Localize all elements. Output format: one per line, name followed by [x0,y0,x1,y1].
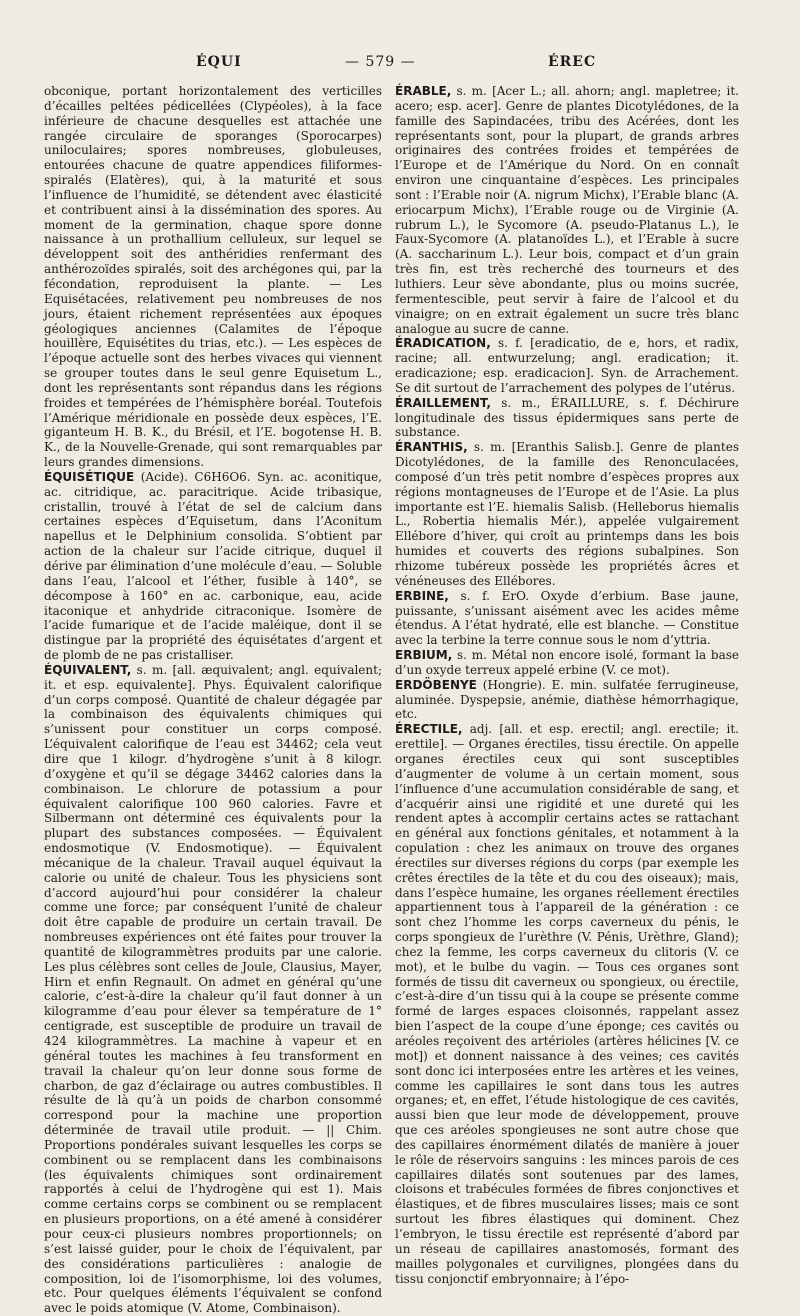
entry [395,648,739,678]
right-column [395,84,739,1286]
entry-headword: ÉRADICATION, [395,336,491,351]
entry [44,84,382,470]
entry-text: s. f. ErO. Oxyde d’erbium. Base jaune, puissante, s’unissant aisément avec les acides même étendus. A l’état hydraté, elle est blanche. — Constitue avec la terbine la terre connue sous le nom d’yttria. [395,588,739,648]
entry-text: obconique, portant horizontalement des verticilles d’écailles peltées pédicellées (Clypéoles), à la face inférieure de chacune desquelles est attachée une rangée circulaire de sporanges (Sporocarpes) uniloculaires; spores nombreuses, globuleuses, entourées chacune de quatre appendices filiformes-spiralés (Elatères), qui, à la maturité et sous l’influence de l’humidité, se détendent avec élasticité et contribuent ainsi à la dissémination des spores. Au moment de la germination, chaque spore donne naissance à un prothallium celluleux, sur lequel se développent soit des anthéridies renfermant des anthérozoïdes spiralés, soit des archégones qui, par la fécondation, reproduisent la plante. — Les Equisétacées, relativement peu nombreuses de nos jours, étaient richement représentées aux époques géologiques anciennes (Calamites de l’époque houillère, Equisétites du trias, etc.). — Les espèces de l’époque actuelle sont des herbes vivaces qui viennent se grouper toutes dans le seul genre Equisetum L., dont les représentants sont répandus dans les régions froides et tempérées de l’hémisphère boréal. Toutefois l’Amérique méridionale en possède deux espèces, l’E. giganteum H. B. K., du Brésil, et l’E. bogotense H. B. K., de la Nouvelle-Grenade, qui sont remarquables par leurs grandes dimensions. [44,84,382,470]
entry [395,678,739,723]
entry-headword: ERBIUM, [395,648,453,663]
header-left-guideword: ÉQUI [196,54,242,70]
entry-text: s. m. Métal non encore isolé, formant la base d’un oxyde terreux appelé erbine (V. ce mot). [395,648,739,677]
left-column [44,84,382,1316]
entry-headword: ÉRECTILE, [395,722,463,737]
entry-headword: ÉRANTHIS, [395,440,468,455]
entry-text: s. f. [eradicatio, de e, hors, et radix, racine; all. entwurzelung; angl. eradication; it. eradicazione; esp. eradicacion]. Syn. de Arrachement. Se dit surtout de l’arrachement des polypes de l’utérus. [395,336,739,395]
entry [395,440,739,588]
entry [395,84,739,336]
entry-headword: ÉRABLE, [395,84,452,98]
entry [395,396,739,441]
entry [44,470,382,663]
entry-text: s. m., ÉRAILLURE, s. f. Déchirure longitudinale des tissus épidermiques sans perte de substance. [395,395,739,440]
entry-text: (Acide). C6H6O6. Syn. ac. aconitique, ac. citridique, ac. paracitrique. Acide tribasique, cristallin, trouvé à l’état de sel de calcium dans certaines espèces d’Equisetum, dans l’Aconitum napellus et le Delphinium consolida. S’obtient par action de la chaleur sur l’acide citrique, duquel il dérive par élimination d’une molécule d’eau. — Soluble dans l’eau, l’alcool et l’éther, fusible à 140°, se décompose à 160° en ac. carbonique, eau, acide itaconique et anhydride citraconique. Isomère de l’acide fumarique et de l’acide maléique, dont il se distingue par la propriété des équisétates d’argent et de plomb de ne pas cristalliser. [44,469,382,663]
entry-headword: ERDÖBENYE [395,677,477,692]
entry [395,336,739,395]
entry-text: s. m. [Acer L.; all. ahorn; angl. mapletree; it. acero; esp. acer]. Genre de plantes Dicotylédones, de la famille des Sapindacées, tribu des Acérées, dont les représentants sont, pour la plupart, de grands arbres originaires des contrées froides et tempérées de l’Europe et de l’Amérique du Nord. On en connaît environ une cinquantaine d’espèces. Les principales sont : l’Erable noir (A. nigrum Michx), l’Erable blanc (A. eriocarpum Michx), l’Erable rouge ou de Virginie (A. rubrum L.), le Sycomore (A. pseudo-Platanus L.), le Faux-Sycomore (A. platanoïdes L.), et l’Erable à sucre (A. saccharinum L.). Leur bois, compact et d’un grain très fin, est très recherché des tourneurs et des luthiers. Leur sève abondante, plus ou moins sucrée, fermentescible, peut servir à faire de l’alcool et du vinaigre; on en extrait également un sucre très blanc analogue au sucre de canne. [395,84,739,336]
header-right-guideword: ÉREC [548,54,597,70]
entry-headword: ÉRAILLEMENT, [395,395,491,410]
entry-text: adj. [all. et esp. erectil; angl. erectile; it. erettile]. — Organes érectiles, tissu érectile. On appelle organes érectiles ceux qui sont susceptibles d’augmenter de volume à un certain moment, sous l’influence d’une accumulation considérable de sang, et d’acquérir ainsi une rigidité et une dureté qui les rendent aptes à accomplir certains actes se rattachant en général aux fonctions génitales, et notamment à la copulation : chez les animaux on trouve des organes érectiles sur diverses régions du corps (par exemple les crêtes érectiles de la tête et du cou des oiseaux); mais, dans l’espèce humaine, les organes réellement érectiles appartiennent tous à l’appareil de la génération : ce sont chez l’homme les corps caverneux du pénis, le corps spongieux de l’urèthre (V. Pénis, Urèthre, Gland); chez la femme, les corps caverneux du clitoris (V. ce mot), et le bulbe du vagin. — Tous ces organes sont formés de tissu dit caverneux ou spongieux, ou érectile, c’est-à-dire d’un tissu qui à la coupe se présente comme formé de larges espaces cloisonnés, rappelant assez bien l’aspect de la coupe d’une éponge; ces cavités ou aréoles reçoivent des artérioles (artères hélicines [V. ce mot]) et donnent naissance à des veines; ces cavités sont donc ici interposées entre les artères et les veines, comme les capillaires le sont dans tous les autres organes; et, en effet, l’étude histologique de ces cavités, aussi bien que leur mode de développement, prouve que ces aréoles spongieuses ne sont autre chose que des capillaires énormément dilatés de manière à jouer le rôle de réservoirs sanguins : les minces parois de ces capillaires dilatés sont soutenues par des lames, cloisons et trabécules formées de fibres conjonctives et élastiques, et de fibres musculaires lisses; mais ce sont surtout les fibres élastiques qui dominent. Chez l’embryon, le tissu érectile est représenté d’abord par un réseau de capillaires anastomosés, formant des mailles polygonales et curvilignes, plongées dans du tissu conjonctif embryonnaire; à l’épo- [395,722,739,1286]
entry-headword: ÉQUIVALENT, [44,662,132,677]
entry [44,663,382,1316]
running-header [0,52,800,78]
entry-text: s. m. [all. æquivalent; angl. equivalent; it. et esp. equivalente]. Phys. Équivalent calorifique d’un corps composé. Quantité de chaleur dégagée par la combinaison des équivalents chimiques qui s’unissent pour constituer un corps composé. L’équivalent calorifique de l’eau est 34462; cela veut dire que 1 kilogr. d’hydrogène s’unit à 8 kilogr. d’oxygène et qu’il se dégage 34462 calories dans la combinaison. Le chlorure de potassium a pour équivalent calorifique 100 960 calories. Favre et Silbermann ont déterminé ces équivalents pour la plupart des substances composées. — Équivalent endosmotique (V. Endosmotique). — Équivalent mécanique de la chaleur. Travail auquel équivaut la calorie ou unité de chaleur. Tous les physiciens sont d’accord aujourd’hui pour considérer la chaleur comme une force; par conséquent l’unité de chaleur doit être capable de produire un certain travail. De nombreuses expériences ont été faites pour trouver la quantité de kilogrammètres produits par une calorie. Les plus célèbres sont celles de Joule, Clausius, Mayer, Hirn et enfin Regnault. On admet en général qu’une calorie, c’est-à-dire la chaleur qu’il faut donner à un kilogramme d’eau pour élever sa température de 1° centigrade, est susceptible de produire un travail de 424 kilogrammètres. La machine à vapeur et en général toutes les machines à feu transforment en travail la chaleur qu’on leur donne sous forme de charbon, de gaz d’éclairage ou autres combustibles. Il résulte de là qu’à un poids de charbon consommé correspond pour la machine une proportion déterminée de travail utile produit. — || Chim. Proportions pondérales suivant lesquelles les corps se combinent ou se remplacent dans les combinaisons (les équivalents chimiques sont ordinairement rapportés à celui de l’hydrogène qui est 1). Mais comme certains corps se combinent ou se remplacent en plusieurs proportions, on a été amené à considérer pour ceux-ci plusieurs nombres proportionnels; on s’est laissé guider, pour le choix de l’équivalent, par des considérations particulières : analogie de composition, loi de l’isomorphisme, loi des volumes, etc. Pour quelques éléments l’équivalent se confond avec le poids atomique (V. Atome, Combinaison). [44,662,382,1316]
entry-text: (Hongrie). E. min. sulfatée ferrugineuse, aluminée. Dyspepsie, anémie, diathèse hémorrhagique, etc. [395,677,739,722]
entry-text: s. m. [Eranthis Salisb.]. Genre de plantes Dicotylédones, de la famille des Renonculacées, composé d’un très petit nombre d’espèces propres aux régions montagneuses de l’Europe et de l’Asie. La plus importante est l’E. hiemalis Salisb. (Helleborus hiemalis L., Robertia hiemalis Mér.), appelée vulgairement Ellébore d’hiver, qui croît au printemps dans les bois humides et couverts des régions subalpines. Son rhizome tubéreux possède les propriétés âcres et vénéneuses des Ellébores. [395,440,739,588]
entry-headword: ERBINE, [395,588,449,603]
entry [395,722,739,1286]
entry-headword: ÉQUISÉTIQUE [44,469,135,484]
page-number: — 579 — [345,54,416,70]
entry [395,589,739,648]
